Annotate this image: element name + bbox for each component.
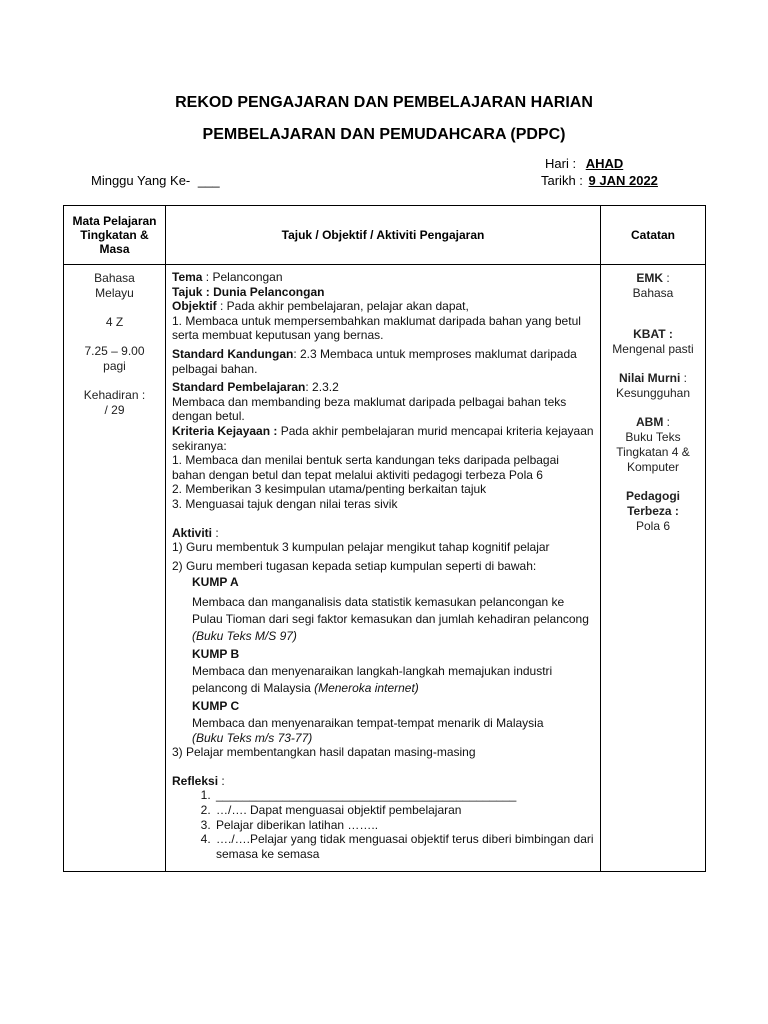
refleksi-item-4: 4. …./….Pelajar yang tidak menguasai objektif terus diberi bimbingan dari semasa ke semasa (214, 832, 594, 861)
abm-block (601, 415, 705, 475)
attendance-value: / 29 (104, 403, 125, 417)
refleksi-heading (172, 774, 594, 789)
tajuk-line: Tajuk : Dunia Pelancongan (172, 284, 325, 299)
kump-a-ref: (Buku Teks M/S 97) (192, 628, 297, 643)
sp-label: Standard Pembelajaran (172, 380, 306, 395)
subject-name: Bahasa Melayu (94, 271, 135, 300)
document-title: REKOD PENGAJARAN DAN PEMBELAJARAN HARIAN (175, 94, 593, 111)
refleksi-colon: : (218, 773, 225, 788)
kump-b-text (172, 663, 594, 697)
kbat-value: Mengenal pasti (612, 342, 694, 356)
refleksi-item-2: 2. …/…. Dapat menguasai objektif pembelajaran (214, 803, 594, 818)
sp-description: Membaca dan membanding beza maklumat daripada pelbagai bahan teks dengan betul. (172, 394, 567, 424)
cell-lesson-content (166, 265, 601, 872)
kbat-block (601, 327, 705, 357)
emk-colon: : (663, 271, 670, 285)
attendance-label: Kehadiran : (83, 388, 146, 402)
kump-b-ref: (Meneroka internet) (314, 681, 419, 696)
aktiviti-1: 1) Guru membentuk 3 kumpulan pelajar mengikut tahap kognitif pelajar (172, 540, 550, 555)
header-tajuk: Tajuk / Objektif / Aktiviti Pengajaran (166, 206, 601, 265)
lesson-record-table (63, 205, 706, 872)
hari-row (545, 156, 623, 171)
emk-label: EMK (636, 271, 663, 285)
pedagogi-block (601, 489, 705, 534)
pedagogi-value: Pola 6 (635, 519, 671, 533)
kump-a-desc: Membaca dan manganalisis data statistik kemasukan pelancongan ke Pulau Tioman dari segi faktor kemasukan dan jumlah kehadiran pelancong (192, 594, 589, 626)
refleksi-list (172, 788, 594, 861)
kk-text: Pada akhir pembelajaran murid mencapai kriteria kejayaan sekiranya: (172, 423, 594, 453)
aktiviti-heading (172, 526, 594, 541)
abm-value: Buku Teks Tingkatan 4 & Komputer (616, 430, 690, 474)
aktiviti-label: Aktiviti (172, 525, 213, 540)
lesson-time: 7.25 – 9.00 pagi (84, 344, 145, 373)
kump-b-label: KUMP B (192, 646, 240, 661)
sp-text: : 2.3.2 (305, 380, 339, 395)
emk-heading (601, 271, 705, 286)
tema-line (172, 270, 594, 285)
aktiviti-colon: : (212, 525, 219, 540)
pedagogi-label: Pedagogi Terbeza : (625, 489, 680, 518)
sk-label: Standard Kandungan (172, 346, 294, 361)
tema-label: Tema (172, 270, 203, 284)
nilai-value: Kesungguhan (615, 386, 691, 400)
kump-c-desc: Membaca dan menyenaraikan tempat-tempat menarik di Malaysia (192, 716, 544, 731)
abm-colon: : (663, 415, 670, 429)
kk-item-1: 1. Membaca dan menilai bentuk serta kandungan teks daripada pelbagai bahan dengan betul dan tepat melalui aktiviti pedagogi terbeza Pola 6 (172, 453, 559, 482)
class-name: 4 Z (105, 315, 124, 329)
kump-a-text (172, 594, 594, 645)
abm-heading (601, 415, 705, 430)
kk-label: Kriteria Kejayaan : (172, 423, 278, 438)
abm-label: ABM (636, 415, 664, 429)
tarikh-value: 9 JAN 2022 (588, 173, 658, 188)
table-header-row (64, 206, 706, 265)
kump-c-ref: (Buku Teks m/s 73-77) (192, 730, 313, 745)
minggu-row (91, 173, 220, 188)
hari-value: AHAD (585, 156, 624, 171)
standard-kandungan (172, 347, 594, 376)
nilai-label: Nilai Murni (618, 371, 681, 385)
kump-b-desc: Membaca dan menyenaraikan langkah-langkah memajukan industri pelancong di Malaysia (192, 664, 553, 696)
objektif-line (172, 299, 594, 314)
tarikh-label: Tarikh : (541, 173, 583, 188)
aktiviti-2: 2) Guru memberi tugasan kepada setiap kumpulan seperti di bawah: (172, 558, 537, 573)
nilai-block (601, 371, 705, 401)
document-subtitle: PEMBELAJARAN DAN PEMUDAHCARA (PDPC) (202, 126, 566, 143)
tema-value: : Pelancongan (202, 270, 283, 284)
sk-text: : 2.3 Membaca untuk memproses maklumat daripada pelbagai bahan. (172, 346, 577, 376)
cell-subject-info (64, 265, 166, 872)
minggu-value: ___ (197, 173, 220, 188)
cell-catatan (601, 265, 706, 872)
nilai-heading (601, 371, 705, 386)
refleksi-item-1: 1. _____________________________________________ (214, 788, 594, 803)
objektif-item: 1. Membaca untuk mempersembahkan maklumat daripada bahan yang betul serta membuat keputusan yang bernas. (172, 313, 581, 343)
objektif-text: : Pada akhir pembelajaran, pelajar akan dapat, (216, 299, 469, 314)
kk-item-3: 3. Menguasai tajuk dengan nilai teras sivik (172, 496, 398, 511)
objektif-label: Objektif (172, 299, 217, 314)
header-mata-pelajaran: Mata Pelajaran Tingkatan & Masa (64, 206, 166, 265)
tarikh-row (541, 173, 658, 188)
kk-item-2: 2. Memberikan 3 kesimpulan utama/penting berkaitan tajuk (172, 482, 487, 497)
refleksi-item-3: 3. Pelajar diberikan latihan …….. (214, 818, 594, 833)
header-catatan: Catatan (601, 206, 706, 265)
emk-value: Bahasa (632, 286, 674, 300)
nilai-colon: : (680, 371, 687, 385)
refleksi-label: Refleksi (172, 773, 219, 788)
kump-c-label: KUMP C (192, 699, 240, 714)
minggu-label: Minggu Yang Ke- (91, 173, 191, 188)
kriteria-kejayaan (172, 424, 594, 453)
standard-pembelajaran (172, 380, 594, 395)
emk-block (601, 271, 705, 301)
table-body-row (64, 265, 706, 872)
kbat-label: KBAT : (633, 327, 673, 341)
aktiviti-3: 3) Pelajar membentangkan hasil dapatan masing-masing (172, 745, 476, 760)
hari-label: Hari : (545, 156, 577, 171)
kump-a-label: KUMP A (192, 575, 239, 590)
